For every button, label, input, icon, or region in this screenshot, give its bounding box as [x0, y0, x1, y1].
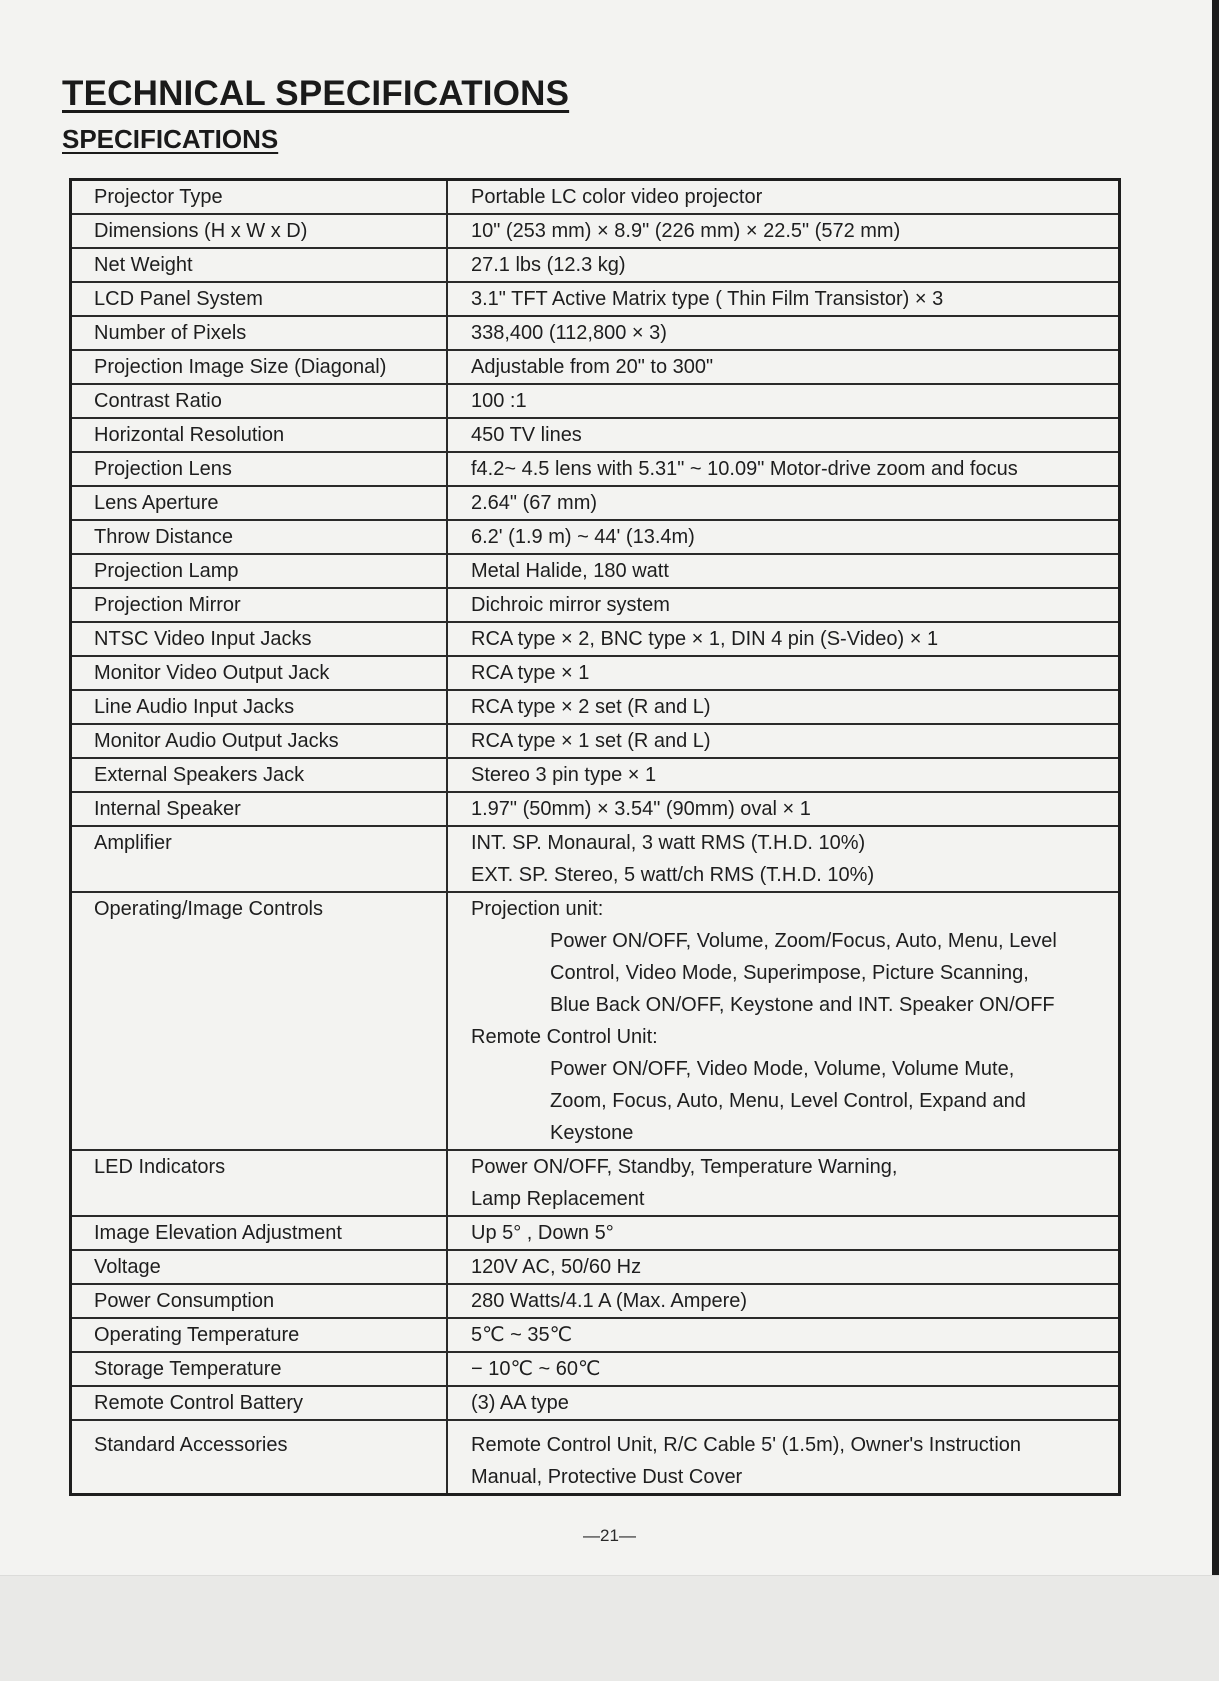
table-row — [71, 1284, 1120, 1318]
table-row — [71, 1150, 1120, 1216]
table-row — [71, 180, 1120, 215]
spec-value-line: Power ON/OFF, Volume, Zoom/Focus, Auto, Menu, Level — [550, 930, 1057, 952]
remote-unit-heading: Remote Control Unit: — [471, 1026, 658, 1048]
spec-value-line: 280 Watts/4.1 A (Max. Ampere) — [471, 1290, 748, 1312]
spec-value-line: Metal Halide, 180 watt — [471, 560, 669, 582]
spec-value — [447, 1420, 1120, 1495]
spec-value-line: 338,400 (112,800 × 3) — [471, 322, 667, 344]
spec-label: Projection Mirror — [71, 588, 448, 622]
spec-value-line: 6.2' (1.9 m) ~ 44' (13.4m) — [471, 526, 695, 548]
spec-label: External Speakers Jack — [71, 758, 448, 792]
spec-value — [447, 418, 1120, 452]
spec-label: Projection Image Size (Diagonal) — [71, 350, 448, 384]
table-row — [71, 350, 1120, 384]
spec-value — [447, 350, 1120, 384]
spec-value — [447, 1284, 1120, 1318]
spec-label: Contrast Ratio — [71, 384, 448, 418]
spec-value-line: Remote Control Unit, R/C Cable 5' (1.5m), Owner's Instruction — [471, 1434, 1022, 1456]
table-row — [71, 1216, 1120, 1250]
spec-label: Storage Temperature — [71, 1352, 448, 1386]
table-row — [71, 418, 1120, 452]
scan-margin — [0, 1575, 1219, 1681]
spec-label: Operating Temperature — [71, 1318, 448, 1352]
spec-label: Monitor Video Output Jack — [71, 656, 448, 690]
spec-label: Line Audio Input Jacks — [71, 690, 448, 724]
table-row — [71, 486, 1120, 520]
spec-value-line: 2.64" (67 mm) — [471, 492, 598, 514]
spec-label: LED Indicators — [71, 1150, 448, 1216]
spec-label: Horizontal Resolution — [71, 418, 448, 452]
table-row — [71, 520, 1120, 554]
spec-value-line: 100 :1 — [471, 390, 527, 412]
spec-value — [447, 792, 1120, 826]
spec-value-line: 10" (253 mm) × 8.9" (226 mm) × 22.5" (572 mm) — [471, 220, 901, 242]
spec-value — [447, 1386, 1120, 1420]
table-row — [71, 588, 1120, 622]
page-edge-shadow — [1212, 0, 1219, 1575]
spec-value — [447, 1352, 1120, 1386]
spec-value — [447, 1150, 1120, 1216]
spec-label: Projector Type — [71, 180, 448, 215]
spec-value — [447, 282, 1120, 316]
spec-value-line: (3) AA type — [471, 1392, 569, 1414]
spec-value-line: Portable LC color video projector — [471, 186, 763, 208]
spec-value-line: RCA type × 1 — [471, 662, 590, 684]
spec-value — [447, 656, 1120, 690]
table-row — [71, 1386, 1120, 1420]
spec-value — [447, 384, 1120, 418]
spec-value — [447, 588, 1120, 622]
table-row — [71, 622, 1120, 656]
spec-value-line: INT. SP. Monaural, 3 watt RMS (T.H.D. 10%) — [471, 832, 866, 854]
table-row — [71, 892, 1120, 1150]
table-row — [71, 826, 1120, 892]
spec-value-line: 450 TV lines — [471, 424, 582, 446]
table-row — [71, 758, 1120, 792]
specifications-table — [69, 178, 1121, 1496]
table-row — [71, 452, 1120, 486]
spec-value-line: RCA type × 1 set (R and L) — [471, 730, 711, 752]
spec-value — [447, 486, 1120, 520]
table-row — [71, 248, 1120, 282]
spec-value-line: EXT. SP. Stereo, 5 watt/ch RMS (T.H.D. 10%) — [471, 864, 875, 886]
table-row — [71, 1250, 1120, 1284]
spec-label: Operating/Image Controls — [71, 892, 448, 1150]
spec-value — [447, 554, 1120, 588]
spec-value-line: Zoom, Focus, Auto, Menu, Level Control, Expand and — [550, 1090, 1026, 1112]
spec-value — [447, 316, 1120, 350]
spec-value — [447, 1318, 1120, 1352]
spec-value-line: Lamp Replacement — [471, 1188, 645, 1210]
spec-value-line: RCA type × 2, BNC type × 1, DIN 4 pin (S-Video) × 1 — [471, 628, 939, 650]
spec-label: Number of Pixels — [71, 316, 448, 350]
spec-value-line: 120V AC, 50/60 Hz — [471, 1256, 642, 1278]
spec-value-line: Stereo 3 pin type × 1 — [471, 764, 657, 786]
table-row — [71, 316, 1120, 350]
spec-label: Net Weight — [71, 248, 448, 282]
spec-value-line: Up 5° , Down 5° — [471, 1222, 614, 1244]
table-row — [71, 214, 1120, 248]
spec-value-line: − 10℃ ~ 60℃ — [471, 1358, 601, 1380]
spec-label: Dimensions (H x W x D) — [71, 214, 448, 248]
page-title: TECHNICAL SPECIFICATIONS — [62, 74, 570, 113]
spec-label: Image Elevation Adjustment — [71, 1216, 448, 1250]
section-title: SPECIFICATIONS — [62, 124, 279, 154]
spec-label: Remote Control Battery — [71, 1386, 448, 1420]
spec-value-line: Dichroic mirror system — [471, 594, 670, 616]
spec-value — [447, 622, 1120, 656]
spec-label: NTSC Video Input Jacks — [71, 622, 448, 656]
spec-value — [447, 758, 1120, 792]
spec-label: Projection Lamp — [71, 554, 448, 588]
table-row — [71, 1420, 1120, 1495]
spec-value — [447, 520, 1120, 554]
spec-value-line: 1.97" (50mm) × 3.54" (90mm) oval × 1 — [471, 798, 811, 820]
spec-value — [447, 892, 1120, 1150]
table-row — [71, 1352, 1120, 1386]
spec-value-line: Power ON/OFF, Standby, Temperature Warning, — [471, 1156, 898, 1178]
spec-label: Throw Distance — [71, 520, 448, 554]
spec-value-line: Power ON/OFF, Video Mode, Volume, Volume Mute, — [550, 1058, 1015, 1080]
spec-value — [447, 180, 1120, 215]
table-row — [71, 656, 1120, 690]
spec-value-line: f4.2~ 4.5 lens with 5.31" ~ 10.09" Motor-drive zoom and focus — [471, 458, 1018, 480]
spec-value-line: RCA type × 2 set (R and L) — [471, 696, 711, 718]
spec-value-line: 3.1" TFT Active Matrix type ( Thin Film Transistor) × 3 — [471, 288, 944, 310]
spec-label: Monitor Audio Output Jacks — [71, 724, 448, 758]
table-row — [71, 690, 1120, 724]
spec-value — [447, 248, 1120, 282]
spec-value — [447, 826, 1120, 892]
spec-value — [447, 214, 1120, 248]
table-row — [71, 724, 1120, 758]
spec-label: Voltage — [71, 1250, 448, 1284]
table-row — [71, 554, 1120, 588]
spec-label: Internal Speaker — [71, 792, 448, 826]
spec-value — [447, 1216, 1120, 1250]
spec-value — [447, 452, 1120, 486]
spec-label: Power Consumption — [71, 1284, 448, 1318]
spec-label: Lens Aperture — [71, 486, 448, 520]
projection-unit-heading: Projection unit: — [471, 898, 604, 920]
spec-value-line: Manual, Protective Dust Cover — [471, 1466, 743, 1488]
spec-value-line: Blue Back ON/OFF, Keystone and INT. Speaker ON/OFF — [550, 994, 1055, 1016]
table-row — [71, 792, 1120, 826]
table-row — [71, 282, 1120, 316]
table-row — [71, 1318, 1120, 1352]
spec-label: LCD Panel System — [71, 282, 448, 316]
spec-value — [447, 724, 1120, 758]
page-number: —21— — [583, 1526, 636, 1545]
spec-label: Amplifier — [71, 826, 448, 892]
table-row — [71, 384, 1120, 418]
spec-label: Standard Accessories — [71, 1420, 448, 1495]
spec-label: Projection Lens — [71, 452, 448, 486]
spec-value — [447, 1250, 1120, 1284]
spec-value-line: 27.1 lbs (12.3 kg) — [471, 254, 626, 276]
spec-value-line: Adjustable from 20" to 300" — [471, 356, 714, 378]
spec-value-line: Keystone — [550, 1122, 634, 1144]
spec-value-line: Control, Video Mode, Superimpose, Picture Scanning, — [550, 962, 1029, 984]
spec-value — [447, 690, 1120, 724]
spec-value-line: 5℃ ~ 35℃ — [471, 1324, 573, 1346]
